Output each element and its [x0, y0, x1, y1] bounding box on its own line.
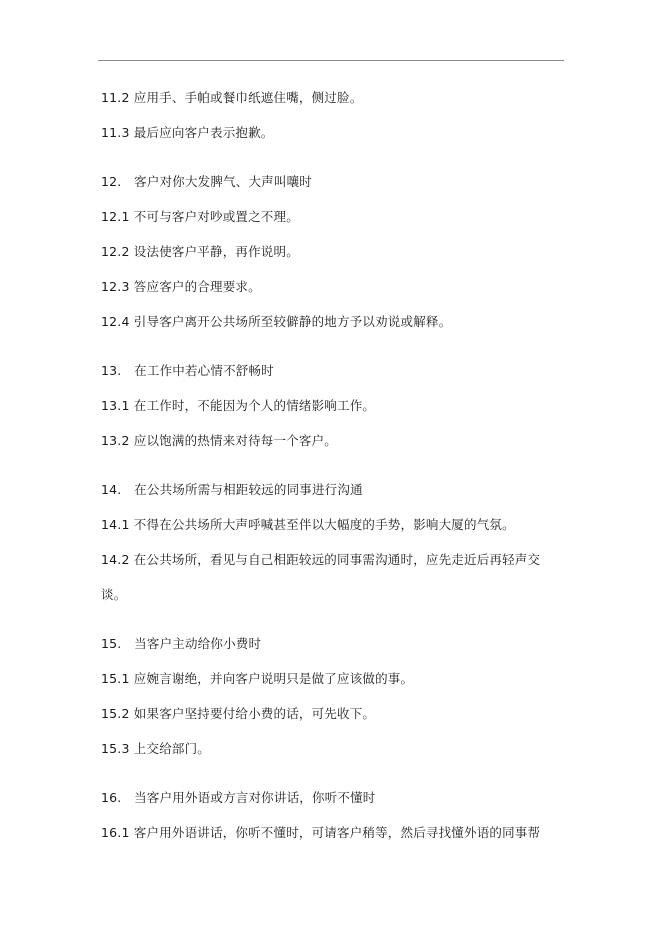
header-rule — [98, 60, 564, 61]
item-13-1: 13.1 在工作时，不能因为个人的情绪影响工作。 — [101, 398, 376, 413]
item-11-2: 11.2 应用手、手帕或餐巾纸遮住嘴，侧过脸。 — [101, 90, 363, 105]
item-15-1: 15.1 应婉言谢绝，并向客户说明只是做了应该做的事。 — [101, 671, 414, 686]
section-12-heading: 12. 客户对你大发脾气、大声叫嚷时 — [101, 174, 312, 189]
item-12-2: 12.2 设法使客户平静，再作说明。 — [101, 244, 299, 259]
item-13-2: 13.2 应以饱满的热情来对待每一个客户。 — [101, 433, 338, 448]
section-16-heading: 16. 当客户用外语或方言对你讲话，你听不懂时 — [101, 790, 376, 805]
item-15-2: 15.2 如果客户坚持要付给小费的话，可先收下。 — [101, 706, 376, 721]
section-15-heading: 15. 当客户主动给你小费时 — [101, 636, 262, 651]
item-15-3: 15.3 上交给部门。 — [101, 741, 211, 756]
item-14-1: 14.1 不得在公共场所大声呼喊甚至伴以大幅度的手势，影响大厦的气氛。 — [101, 517, 515, 532]
item-16-1: 16.1 客户用外语讲话，你听不懂时，可请客户稍等，然后寻找懂外语的同事帮 — [101, 825, 541, 840]
section-13-heading: 13. 在工作中若心情不舒畅时 — [101, 363, 274, 378]
item-14-2-continued: 谈。 — [101, 587, 127, 602]
section-14-heading: 14. 在公共场所需与相距较远的同事进行沟通 — [101, 482, 363, 497]
item-11-3: 11.3 最后应向客户表示抱歉。 — [101, 125, 274, 140]
item-12-3: 12.3 答应客户的合理要求。 — [101, 279, 261, 294]
item-14-2: 14.2 在公共场所，看见与自己相距较远的同事需沟通时，应先走近后再轻声交 — [101, 552, 541, 567]
item-12-4: 12.4 引导客户离开公共场所至较僻静的地方予以劝说或解释。 — [101, 314, 452, 329]
item-12-1: 12.1 不可与客户对吵或置之不理。 — [101, 209, 299, 224]
